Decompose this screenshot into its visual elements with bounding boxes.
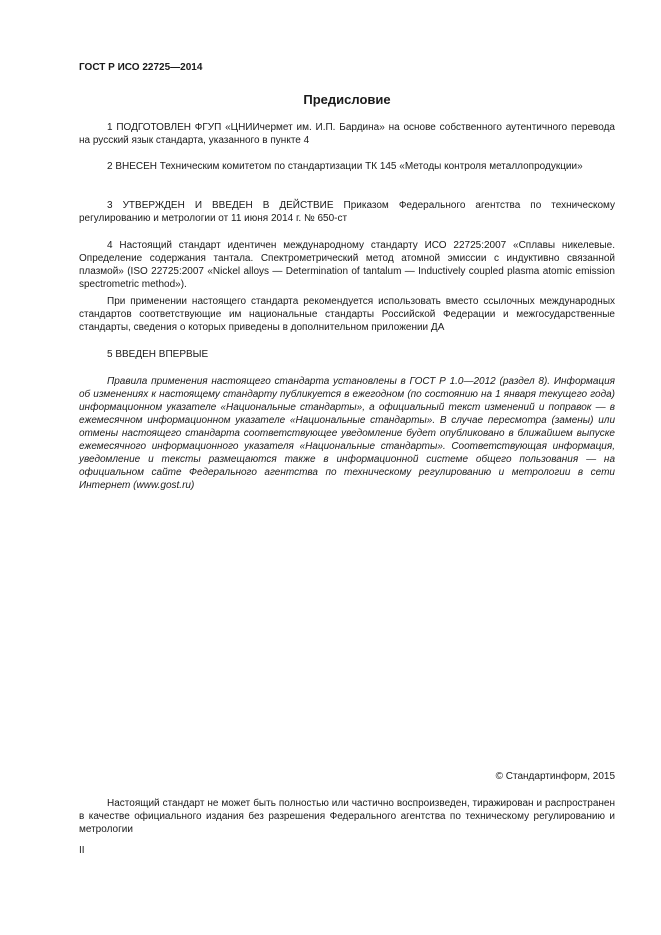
paragraph-3: 3 УТВЕРЖДЕН И ВВЕДЕН В ДЕЙСТВИЕ Приказом Федерального агентства по техническому регулированию и метрологии от 11 июня 2014 г. № 650-ст	[79, 200, 615, 224]
paragraph-4-note: При применении настоящего стандарта рекомендуется использовать вместо ссылочных международных стандартов соответствующие им национальные стандарты Российской Федерации и межгосударственные стандарты, сведения о которых приведены в дополнительном приложении ДА	[79, 296, 615, 333]
paragraph-4: 4 Настоящий стандарт идентичен международному стандарту ИСО 22725:2007 «Сплавы никелевые. Определение содержания тантала. Спектрометрический метод атомной эмиссии с индуктивно связанной плазмой» (ISO 22725:2007 «Nickel alloys — Determination of tantalum — Inductively coupled plasma atomic emission spectrometric method»).	[79, 240, 615, 290]
page-number: II	[79, 845, 85, 856]
paragraph-5: 5 ВВЕДЕН ВПЕРВЫЕ	[107, 349, 209, 360]
copyright: © Стандартинформ, 2015	[495, 771, 615, 782]
reproduction-notice: Настоящий стандарт не может быть полностью или частично воспроизведен, тиражирован и распространен в качестве официального издания без разрешения Федерального агентства по техническому регулированию и метрологии	[79, 798, 615, 835]
page-title: Предисловие	[303, 92, 391, 107]
paragraph-2: 2 ВНЕСЕН Техническим комитетом по стандартизации ТК 145 «Методы контроля металлопродукции»	[107, 161, 583, 172]
application-rules-notice: Правила применения настоящего стандарта установлены в ГОСТ Р 1.0—2012 (раздел 8). Информация об изменениях к настоящему стандарту публикуется в ежегодном (по состоянию на 1 января текущего года) информационном указателе «Национальные стандарты», а официальный текст изменений и поправок — в ежемесячном информационном указателе «Национальные стандарты». В случае пересмотра (замены) или отмены настоящего стандарта соответствующее уведомление будет опубликовано в ближайшем выпуске ежемесячного информационного указателя «Национальные стандарты». Соответствующая информация, уведомление и тексты размещаются также в информационной системе общего пользования — на официальном сайте Федерального агентства по техническому регулированию и метрологии в сети Интернет (www.gost.ru)	[79, 376, 615, 491]
paragraph-1: 1 ПОДГОТОВЛЕН ФГУП «ЦНИИчермет им. И.П. Бардина» на основе собственного аутентичного перевода на русский язык стандарта, указанного в пункте 4	[79, 122, 615, 146]
document-code-header: ГОСТ Р ИСО 22725—2014	[79, 62, 203, 73]
